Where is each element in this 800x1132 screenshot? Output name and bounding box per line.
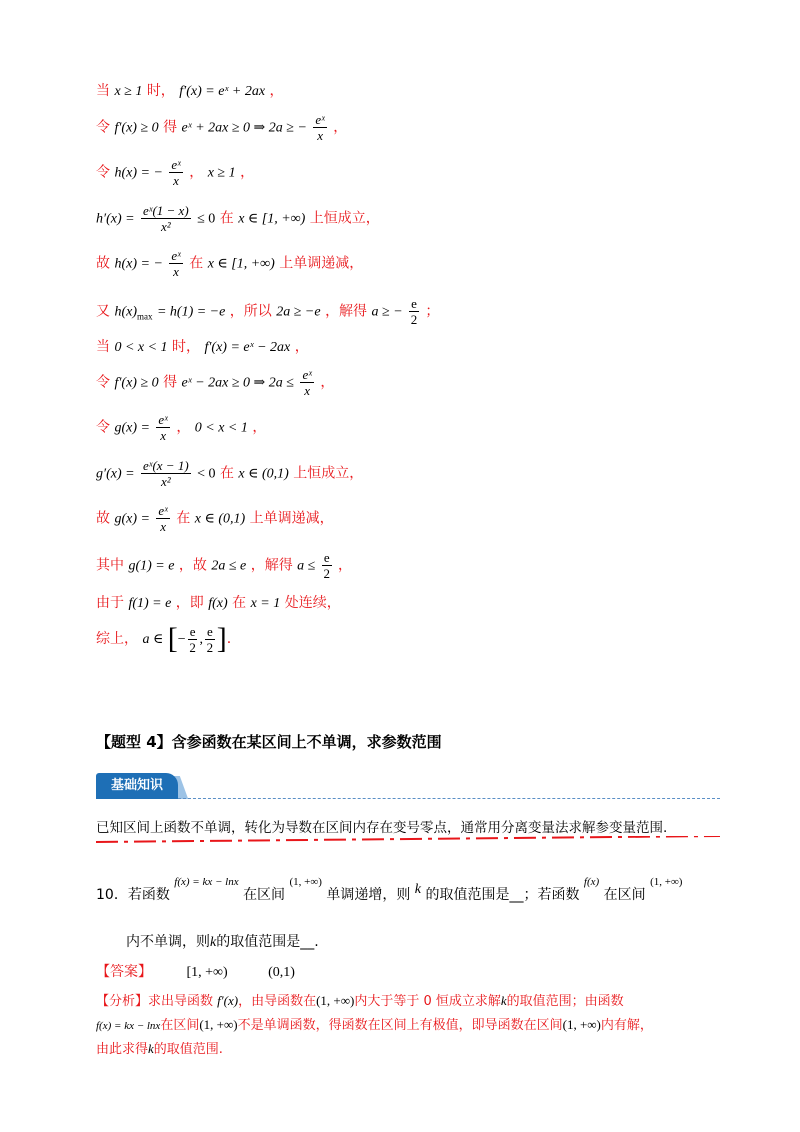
text: 又 [96, 303, 110, 320]
text: 上单调递减， [249, 510, 334, 527]
text: 由于 [96, 595, 124, 611]
math: a ≥ − [371, 304, 403, 320]
solution-line-7 [96, 336, 309, 356]
text: ，所以 [229, 303, 272, 320]
math: f′(x) = eˣ + 2ax [179, 84, 266, 99]
math: h(x) = − [114, 256, 163, 272]
solution-line-10 [96, 458, 363, 489]
section-title: 【题型 4】含参函数在某区间上不单调，求参数范围 [96, 733, 442, 751]
text: ， [269, 83, 284, 99]
solution-line-2 [96, 112, 347, 143]
math: 2a ≥ −e [276, 304, 321, 320]
text: ，故 [178, 557, 207, 574]
numerator: eˣ [158, 503, 168, 518]
math: 2a ≤ e [211, 558, 247, 574]
solution-line-4 [96, 203, 380, 234]
text: ， [189, 164, 204, 181]
math: x ≥ 1 [114, 84, 143, 99]
text: 令 [96, 164, 110, 181]
denominator: x² [161, 219, 171, 234]
denominator: x [160, 519, 167, 534]
math: (1, +∞) [316, 993, 355, 1008]
denominator: x [160, 428, 167, 443]
fraction [141, 203, 191, 234]
text: ，即 [175, 595, 204, 611]
fraction [156, 503, 169, 534]
denominator: x [317, 128, 323, 143]
question-number: 10．若函数 [96, 887, 170, 903]
text: 求出导函数 [148, 994, 214, 1009]
numerator: eˣ(1 − x) [143, 203, 189, 218]
math: k [500, 993, 507, 1008]
fraction [205, 624, 215, 655]
text: 故 [96, 510, 110, 527]
math: (1, +∞) [199, 1017, 238, 1032]
math: f′(x) ≥ 0 [114, 120, 159, 136]
analysis-label: 【分析】 [96, 994, 149, 1009]
text: ；若函数 [523, 887, 580, 903]
math: x = 1 [250, 596, 281, 611]
text: ， [338, 557, 353, 574]
solution-line-3 [96, 157, 254, 188]
math: h(x) [114, 304, 137, 320]
math: = h(1) = −e [156, 304, 226, 320]
text: 单调递增，则 [326, 887, 411, 903]
analysis-line-2 [96, 1014, 653, 1033]
math: k [414, 882, 422, 897]
numerator: eˣ [302, 367, 312, 382]
solution-line-9 [96, 412, 266, 443]
numerator: e [206, 623, 213, 639]
numerator: eˣ [158, 412, 168, 427]
text: 综上， [96, 631, 138, 647]
text: 上恒成立， [293, 465, 364, 482]
solution-line-5 [96, 248, 363, 279]
math: f′(x) [217, 993, 239, 1008]
math: h′(x) = [96, 211, 135, 227]
math: x ≥ 1 [207, 165, 236, 181]
math: g(1) = e [128, 558, 175, 574]
solution-line-8 [96, 367, 334, 398]
text: 的取值范围是 [425, 887, 510, 903]
answer-blank: __ [509, 887, 524, 903]
numerator: e [411, 296, 417, 311]
text: ， [240, 164, 255, 181]
analysis-line-1 [96, 990, 624, 1009]
text: ，由导函数在 [238, 994, 317, 1009]
text: 由此求得 [96, 1042, 149, 1057]
math: f(x) [208, 596, 228, 611]
fraction [169, 248, 182, 279]
answer-line [96, 961, 295, 981]
numerator: eˣ [171, 248, 181, 263]
math: < 0 [197, 466, 216, 482]
divider-dashed-blue [178, 798, 720, 799]
text: ，解得 [250, 557, 293, 574]
text: 时， [146, 83, 175, 99]
answer-blank: __ [300, 934, 315, 950]
math: x ∈ [1, +∞) [207, 256, 275, 272]
text: 令 [96, 119, 110, 136]
denominator: x [173, 173, 179, 188]
text: ， [333, 119, 348, 136]
math: eˣ + 2ax ≥ 0 ⇒ 2a ≥ − [181, 120, 307, 136]
text: 当 [96, 83, 110, 99]
text: 内大于等于 0 恒成立求解 [354, 994, 501, 1009]
divider-dash-dot-red [96, 836, 720, 844]
solution-line-13 [96, 592, 341, 612]
math: f′(x) ≥ 0 [114, 375, 159, 391]
math: a ≤ [297, 558, 316, 574]
numerator: e [189, 623, 196, 639]
math: g(x) = [114, 420, 150, 436]
text: 的取值范围；由函数 [506, 994, 624, 1009]
text: 当 [96, 339, 110, 355]
numerator: eˣ(x − 1) [143, 458, 189, 473]
text: 在 [189, 255, 204, 272]
denominator: x² [161, 474, 171, 489]
math: f(x) = kx − lnx [174, 876, 239, 888]
text: . [226, 631, 232, 647]
knowledge-text: 已知区间上函数不单调，转化为导数在区间内存在变号零点，通常用分离变量法求解参变量范围. [96, 820, 668, 836]
math: f(1) = e [128, 596, 172, 611]
text: 在 [176, 510, 191, 527]
answer-value: (0,1) [268, 965, 295, 980]
fraction [156, 412, 169, 443]
text: 令 [96, 419, 110, 436]
text: 其中 [96, 557, 124, 574]
solution-line-1 [96, 80, 283, 100]
math: (1, +∞) [289, 876, 322, 888]
solution-line-11 [96, 503, 334, 534]
left-bracket: [ [167, 622, 178, 655]
question-10-line-2 [126, 931, 319, 951]
text: 令 [96, 374, 110, 391]
denominator: 2 [323, 566, 330, 581]
solution-line-6 [96, 296, 439, 327]
denominator: 2 [410, 312, 418, 327]
solution-line-14: 综上， a ∈ [− $\frac{e}{2}$ , $\frac{e}{2}$ ]. [96, 622, 232, 655]
fraction [188, 624, 198, 655]
text: 时， [172, 339, 201, 355]
fraction [300, 367, 313, 398]
text: 的取值范围是 [216, 934, 301, 950]
numerator: e [323, 550, 330, 565]
text: 故 [96, 255, 110, 272]
math: (1, +∞) [650, 876, 683, 888]
text: 不是单调函数，得函数在区间上有极值，即导函数在区间 [237, 1018, 563, 1033]
fraction [409, 296, 419, 327]
math: 0 < x < 1 [194, 420, 248, 436]
math: (1, +∞) [562, 1017, 601, 1032]
math: x ∈ (0,1) [238, 466, 289, 482]
text: 在区间 [603, 887, 646, 903]
text: 在 [232, 595, 247, 611]
text: ， [320, 374, 335, 391]
fraction [322, 550, 332, 581]
math: ≤ 0 [197, 211, 216, 227]
fraction [141, 458, 191, 489]
math: g′(x) = [96, 466, 135, 482]
fraction [313, 112, 326, 143]
math: x ∈ (0,1) [194, 511, 246, 527]
denominator: x [173, 264, 179, 279]
text: ，解得 [325, 303, 368, 320]
math: a ∈ [142, 632, 164, 647]
text: . [314, 934, 319, 950]
text: 得 [163, 119, 178, 136]
math: g(x) = [114, 511, 150, 527]
denominator: 2 [189, 639, 196, 655]
numerator: eˣ [315, 112, 325, 127]
solution-line-12 [96, 550, 352, 581]
text: 在 [219, 465, 234, 482]
math: f(x) [583, 876, 600, 888]
math: eˣ − 2ax ≥ 0 ⇒ 2a ≤ [181, 375, 294, 391]
math: f′(x) = eˣ − 2ax [204, 340, 291, 355]
text: 得 [163, 374, 178, 391]
text: ； [425, 303, 440, 320]
numerator: eˣ [171, 157, 181, 172]
text: ， [176, 419, 191, 436]
text: 上恒成立， [309, 210, 380, 227]
answer-label: 【答案】 [96, 964, 152, 980]
knowledge-banner: 基础知识 [96, 773, 178, 799]
fraction [169, 157, 182, 188]
text: 内有解， [600, 1018, 653, 1033]
text: 在区间 [243, 887, 286, 903]
text: 内不单调，则 [126, 934, 210, 950]
subscript: max [137, 311, 153, 322]
question-10-line-1 [96, 876, 683, 904]
analysis-line-3 [96, 1038, 223, 1057]
text: ， [252, 419, 267, 436]
text: 的取值范围. [153, 1042, 223, 1057]
text: 处连续， [284, 595, 341, 611]
math: k [148, 1041, 154, 1056]
denominator: x [304, 383, 311, 398]
text: 在 [219, 210, 234, 227]
math: 0 < x < 1 [114, 340, 168, 355]
math: k [210, 935, 217, 950]
math: f(x) = kx − lnx [96, 1020, 161, 1032]
text: 上单调递减， [279, 255, 364, 272]
right-bracket: ] [216, 622, 227, 655]
text: ， [294, 339, 309, 355]
answer-value: [1, +∞) [186, 965, 228, 980]
denominator: 2 [206, 639, 214, 655]
math: h(x) = − [114, 165, 163, 181]
text: 在区间 [160, 1018, 200, 1033]
math: x ∈ [1, +∞) [238, 211, 306, 227]
